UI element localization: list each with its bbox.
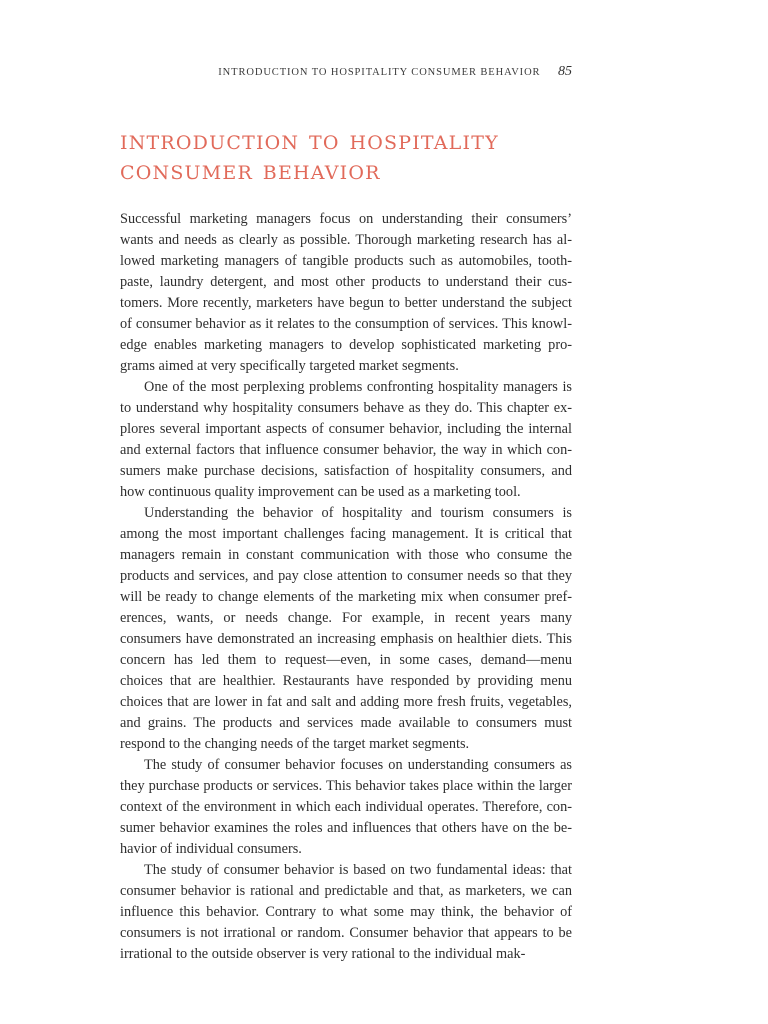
chapter-heading xyxy=(120,126,572,186)
page-number: 85 xyxy=(558,64,572,79)
paragraph-1: Successful marketing managers focus on understanding their consumers’ wants and needs as clearly as possible. Thorough marketing research has allowed marketing managers of tangible products such as automobiles, toothpaste, laundry detergent, and most other products to understand their customers. More recently, marketers have begun to better understand the subject of consumer behavior as it relates to the consumption of services. This knowledge enables marketing managers to develop sophisticated marketing programs aimed at very specifically targeted market segments. xyxy=(120,211,572,374)
body-text xyxy=(120,209,572,965)
paragraph-4: The study of consumer behavior focuses on understanding consumers as they purchase products or services. This behavior takes place within the larger context of the environment in which each individual operates. Therefore, consumer behavior examines the roles and influences that others have on the behavior of individual consumers. xyxy=(120,757,572,857)
running-head-title: INTRODUCTION TO HOSPITALITY CONSUMER BEHAVIOR xyxy=(218,67,541,78)
chapter-heading-line-2: consumer behavior xyxy=(120,155,381,186)
chapter-heading-line-1: introduction to hospitality xyxy=(120,125,499,156)
paragraph-3: Understanding the behavior of hospitality and tourism consumers is among the most important challenges facing management. It is critical that managers remain in constant communication with those who consume the products and services, and pay close attention to consumer needs so that they will be ready to change elements of the marketing mix when consumer preferences, wants, or needs change. For example, in recent years many consumers have demonstrated an increasing emphasis on healthier diets. This concern has led them to request—even, in some cases, demand—menu choices that are healthier. Restaurants have responded by providing menu choices that are lower in fat and salt and adding more fresh fruits, vegetables, and grains. The products and services made available to consumers must respond to the changing needs of the target market segments. xyxy=(120,505,572,752)
paragraph-5: The study of consumer behavior is based on two fundamental ideas: that consumer behavior is rational and predictable and that, as marketers, we can influence this behavior. Contrary to what some may think, the behavior of consumers is not irrational or random. Consumer behavior that appears to be irrational to the outside observer is very rational to the individual mak- xyxy=(120,862,572,962)
paragraph-2: One of the most perplexing problems confronting hospitality managers is to understand why hospitality consumers behave as they do. This chapter explores several important aspects of consumer behavior, including the internal and external factors that influence consumer behavior, the way in which consumers make purchase decisions, satisfaction of hospitality consumers, and how continuous quality improvement can be used as a marketing tool. xyxy=(120,379,572,500)
running-head xyxy=(120,64,572,80)
